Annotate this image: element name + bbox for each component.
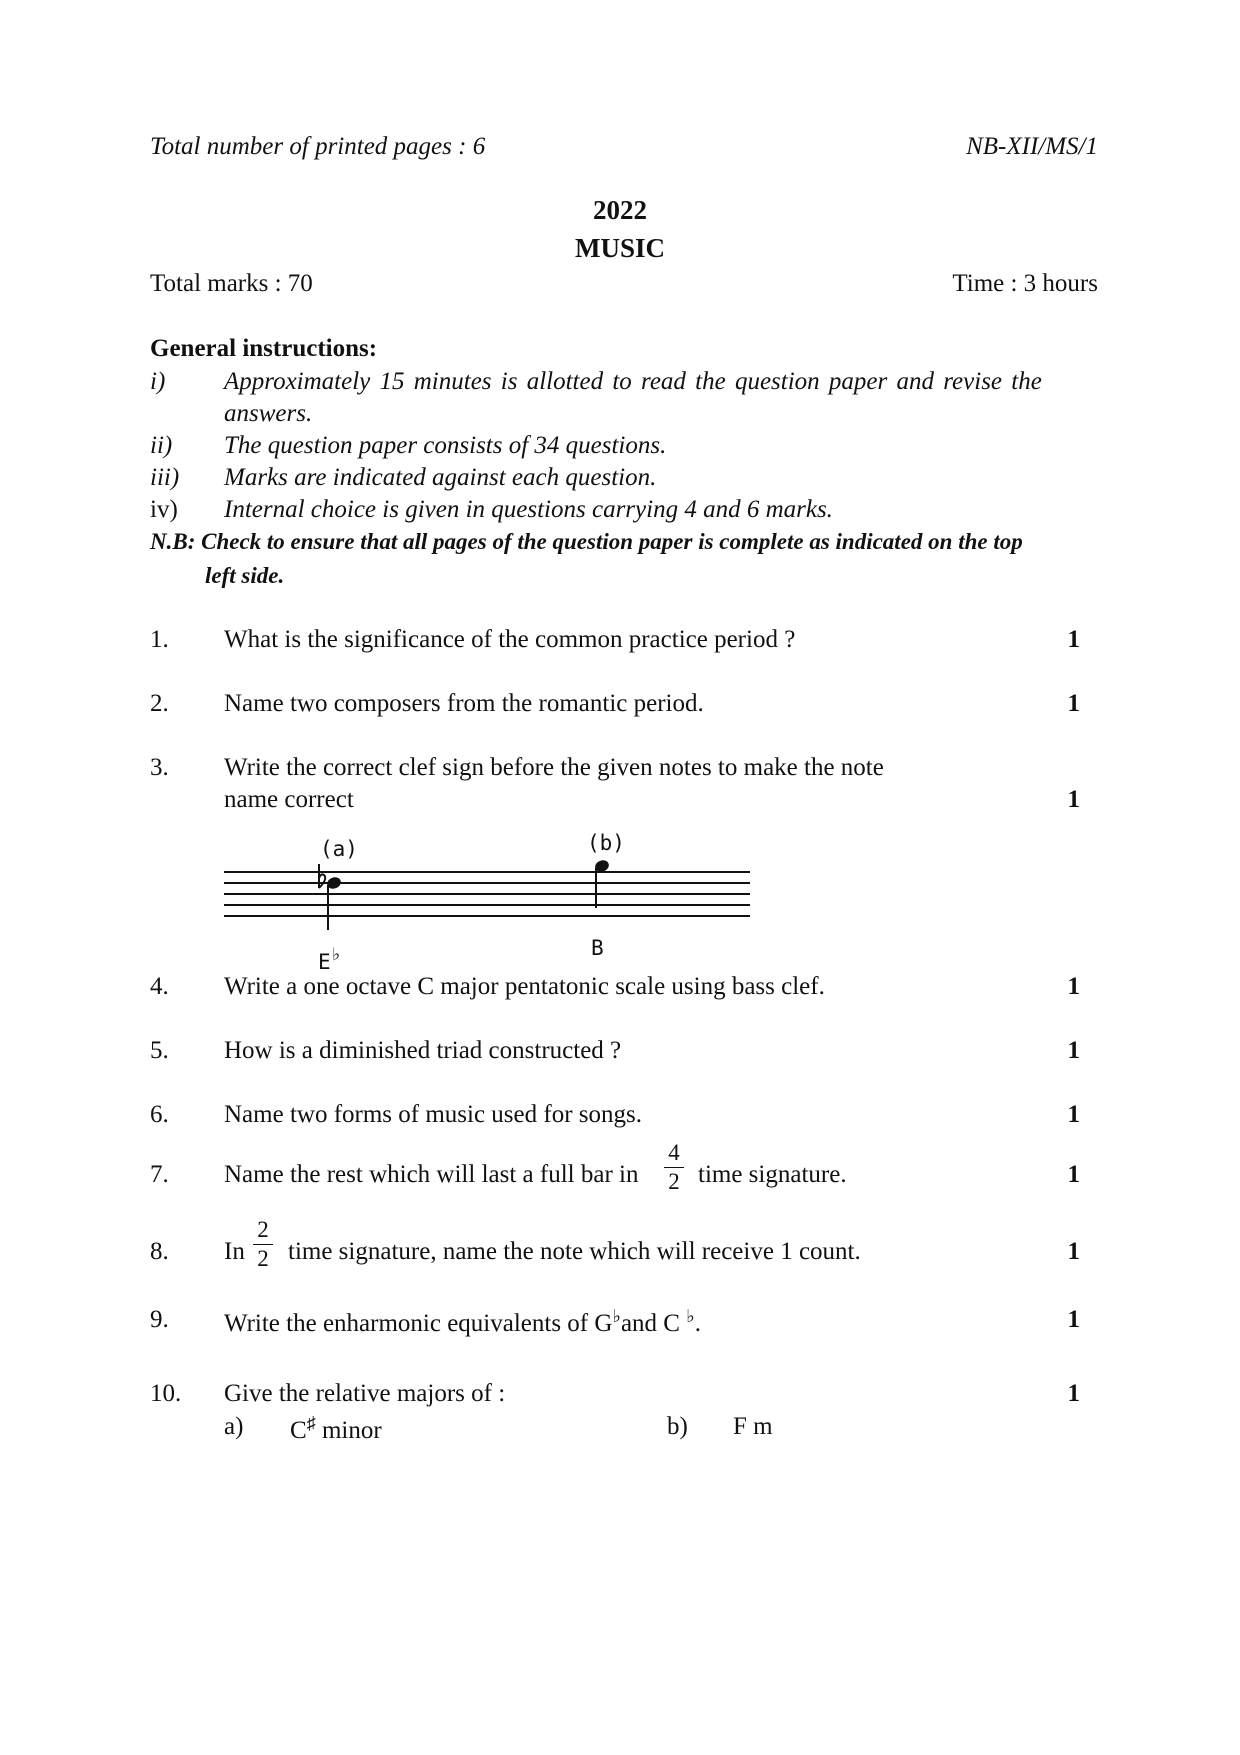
option-label-a: a) (224, 1413, 244, 1440)
option-a-rest: minor (315, 1417, 382, 1444)
nb-note-continued: left side. (205, 563, 285, 588)
fraction-numerator: 2 (257, 1217, 269, 1242)
question-number: 4. (150, 973, 169, 1000)
fraction-denominator: 2 (668, 1169, 680, 1194)
exam-year: 2022 (593, 195, 647, 225)
paper-code: NB-XII/MS/1 (966, 133, 1098, 160)
question-text-continued: time signature. (698, 1161, 847, 1188)
question-number: 10. (150, 1380, 182, 1407)
note-name-b: B (591, 936, 604, 960)
flat-sign: ♭ (612, 1306, 621, 1326)
figure-label-a: (a) (320, 837, 358, 861)
nb-note: N.B: Check to ensure that all pages of the question paper is complete as indicated on the top (150, 529, 1023, 554)
exam-subject: MUSIC (574, 233, 665, 263)
instruction-number: ii) (150, 432, 173, 459)
question-mark: 1 (1067, 1380, 1080, 1407)
instruction-number: iv) (150, 496, 178, 523)
instruction-text: Internal choice is given in questions carrying 4 and 6 marks. (224, 496, 833, 523)
question-text: Write the correct clef sign before the given notes to make the note (224, 754, 884, 781)
question-text: Give the relative majors of : (224, 1380, 506, 1407)
flat-accidental-icon (319, 864, 325, 888)
instruction-number: i) (150, 368, 166, 395)
question-text-part: Write the enharmonic equivalents of G (224, 1310, 613, 1337)
question-text-continued: time signature, name the note which will receive 1 count. (288, 1238, 861, 1265)
question-mark: 1 (1067, 1306, 1080, 1333)
question-number: 5. (150, 1037, 169, 1064)
question-text-part: . (694, 1310, 701, 1337)
staff-figure (220, 828, 760, 968)
instruction-text: Marks are indicated against each question. (224, 464, 657, 491)
fraction-bar (253, 1244, 273, 1245)
note-name-a-letter: E (318, 950, 331, 974)
question-mark: 1 (1067, 786, 1080, 813)
music-staff (220, 828, 760, 968)
question-number: 7. (150, 1161, 169, 1188)
figure-label-b: (b) (587, 831, 625, 855)
instruction-text: The question paper consists of 34 questions. (224, 432, 667, 459)
printed-pages-note: Total number of printed pages : 6 (150, 133, 486, 160)
option-b: F m (733, 1413, 773, 1440)
option-a (290, 1413, 382, 1445)
option-label-b: b) (667, 1413, 688, 1440)
question-number: 2. (150, 690, 169, 717)
question-number: 9. (150, 1306, 169, 1333)
fraction-bar (664, 1167, 684, 1168)
question-text: What is the significance of the common practice period ? (224, 626, 796, 653)
instruction-text: Approximately 15 minutes is allotted to read the question paper and revise the (224, 368, 1042, 395)
question-mark: 1 (1067, 1037, 1080, 1064)
time-signature-fraction (253, 1218, 273, 1271)
question-number: 3. (150, 754, 169, 781)
question-number: 8. (150, 1238, 169, 1265)
question-mark: 1 (1067, 973, 1080, 1000)
question-mark: 1 (1067, 626, 1080, 653)
question-text (224, 1306, 701, 1338)
question-text: Name two composers from the romantic period. (224, 690, 704, 717)
question-mark: 1 (1067, 1161, 1080, 1188)
instruction-number: iii) (150, 464, 180, 491)
instruction-text-continued: answers. (224, 400, 313, 427)
instructions-heading: General instructions: (150, 335, 378, 362)
question-text: Write a one octave C major pentatonic scale using bass clef. (224, 973, 825, 1000)
question-text: How is a diminished triad constructed ? (224, 1037, 622, 1064)
note-name-a (318, 944, 342, 974)
sharp-sign: ♯ (306, 1413, 316, 1433)
question-mark: 1 (1067, 690, 1080, 717)
exam-time: Time : 3 hours (952, 270, 1098, 297)
fraction-denominator: 2 (257, 1246, 269, 1271)
question-text: Name the rest which will last a full bar in (224, 1161, 639, 1188)
option-a-note: C (290, 1417, 307, 1444)
question-text: Name two forms of music used for songs. (224, 1101, 642, 1128)
fraction-numerator: 4 (668, 1140, 680, 1165)
time-signature-fraction (664, 1141, 684, 1194)
note-name-a-accidental: ♭ (330, 944, 342, 965)
question-number: 1. (150, 626, 169, 653)
flat-sign: ♭ (686, 1306, 695, 1326)
question-mark: 1 (1067, 1238, 1080, 1265)
question-mark: 1 (1067, 1101, 1080, 1128)
question-text-part: and C (620, 1310, 680, 1337)
question-text-continued: name correct (224, 786, 354, 813)
total-marks: Total marks : 70 (150, 270, 313, 297)
question-text: In (224, 1238, 245, 1265)
question-number: 6. (150, 1101, 169, 1128)
